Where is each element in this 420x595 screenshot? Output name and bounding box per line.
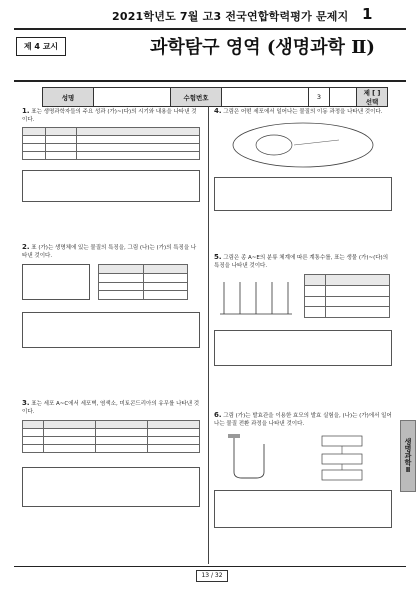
subject-side-tab: 생명과학Ⅱ [400,420,416,492]
choice-label: 제 [ ] 선택 [357,88,388,107]
nucleus-outline [256,135,292,155]
phylogenetic-tree [214,274,298,318]
question-2-number: 2. [22,243,30,251]
subject-rule [14,80,406,82]
question-5 [214,254,392,378]
question-2-feature-box [22,264,90,300]
exam-number-digit: 3 [309,88,330,107]
cell-outline [233,123,373,167]
question-5-choices[interactable] [214,370,392,378]
question-2-table [98,264,188,300]
transport-arrow [294,140,339,145]
conversion-box-3 [322,470,362,480]
exam-number-label: 수험번호 [171,88,222,107]
question-3-choices[interactable] [22,511,200,519]
question-4-bogi-box [214,177,392,211]
student-info-table [42,87,388,107]
question-4-choices[interactable] [214,215,392,223]
question-2 [22,244,200,360]
question-6-figures [214,432,392,482]
exam-number-extra[interactable] [330,88,357,107]
question-6-text: 그림 (가)는 발효관을 이용한 효모의 발효 실험을, (나)는 (가)에서 일어나는 물질 전환 과정을 나타낸 것이다. [214,413,392,427]
question-1-bogi-box [22,170,200,202]
question-4-text: 그림은 어떤 세포에서 일어나는 물질의 이동 과정을 나타낸 것이다. [223,109,383,115]
column-divider [208,106,209,564]
page-number: 1 [362,5,373,23]
question-2-figures [22,264,200,300]
question-3-number: 3. [22,399,30,407]
question-1 [22,108,200,214]
header-rule [14,28,406,30]
question-1-choices[interactable] [22,206,200,214]
question-6-bogi-box [214,490,392,528]
question-6 [214,412,392,540]
material-conversion-diagram [292,432,388,482]
question-2-bogi-box [22,312,200,348]
fermentation-tube [234,438,264,478]
question-6-number: 6. [214,411,222,419]
footer-rule [14,566,406,567]
question-4 [214,108,392,223]
name-field[interactable] [94,88,171,107]
fermentation-tube-diagram [214,432,284,482]
session-badge: 제 4 교시 [16,37,66,56]
page-counter: 13 / 32 [196,570,228,582]
question-4-number: 4. [214,107,222,115]
question-5-number: 5. [214,253,222,261]
question-2-text: 표 (가)는 생명체에 있는 물질의 특징을, 그림 (나)는 (가)의 특징을 나타낸 것이다. [22,245,197,259]
question-5-bogi-box [214,330,392,366]
name-label: 성명 [43,88,94,107]
question-3-text: 표는 세포 A~C에서 세포벽, 염색소, 미토콘드리아의 유무를 나타낸 것이다. [22,401,200,415]
question-1-table [22,127,200,160]
question-5-text: 그림은 종 A~E의 분류 체계에 따른 계통수를, 표는 생물 (가)~(다)의 특징을 나타낸 것이다. [214,255,389,269]
question-1-number: 1. [22,107,30,115]
question-3-bogi-box [22,467,200,507]
subject-title: 과학탐구 영역 (생명과학 Ⅱ) [150,37,375,58]
question-3 [22,400,200,519]
question-2-choices[interactable] [22,352,200,360]
question-1-text: 표는 생명과학자들의 주요 성과 (가)~(다)의 시기와 내용을 나타낸 것이다. [22,109,197,123]
question-6-choices[interactable] [214,532,392,540]
question-5-table [304,274,390,318]
question-3-table [22,420,200,453]
conversion-box-2 [322,454,362,464]
tube-stopper [228,434,240,438]
question-5-figures [214,274,392,318]
exam-number-field[interactable] [222,88,309,107]
exam-title: 2021학년도 7월 고3 전국연합학력평가 문제지 [112,10,349,23]
question-4-cell-diagram [214,120,392,170]
conversion-box-1 [322,436,362,446]
